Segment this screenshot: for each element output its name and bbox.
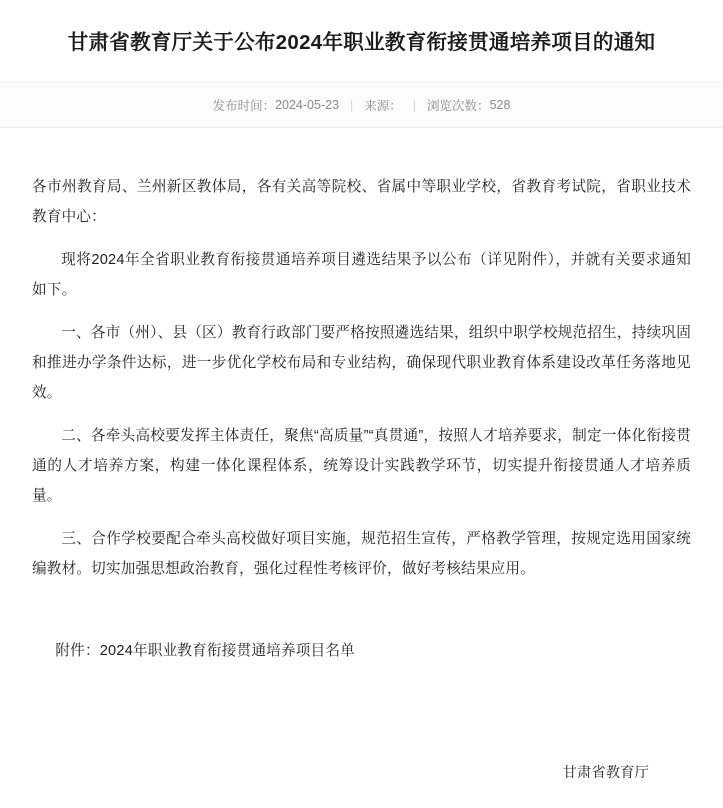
views-value: 528 xyxy=(489,98,511,112)
source-label: 来源： xyxy=(364,99,402,113)
meta-separator-2: | xyxy=(412,98,417,112)
paragraph-item-1: 一、各市（州）、县（区）教育行政部门要严格按照遴选结果，组织中职学校规范招生，持续巩固和推进办学条件达标，进一步优化学校布局和专业结构，确保现代职业教育体系建设改革任务落地见效。 xyxy=(32,325,691,401)
document-signature: 甘肃省教育厅 xyxy=(562,765,649,781)
bottom-spacer xyxy=(32,782,691,808)
paragraph-salutation: 各市州教育局、兰州新区教体局，各有关高等院校、省属中等职业学校，省教育考试院，省职业技术教育中心： xyxy=(32,179,691,225)
publish-time-value: 2024-05-23 xyxy=(275,98,340,112)
document-meta xyxy=(213,96,511,114)
views-label: 浏览次数： xyxy=(427,99,490,113)
title-block xyxy=(0,0,723,74)
document-meta-bar xyxy=(0,82,723,128)
meta-separator-1: | xyxy=(350,98,354,112)
page-title: 甘肃省教育厅关于公布2024年职业教育衔接贯通培养项目的通知 xyxy=(67,31,656,54)
paragraph-item-3: 三、合作学校要配合牵头高校做好项目实施，规范招生宣传，严格教学管理，按规定选用国家统编教材。切实加强思想政治教育，强化过程性考核评价，做好考核结果应用。 xyxy=(32,531,691,577)
paragraph-intro: 现将2024年全省职业教育衔接贯通培养项目遴选结果予以公布（详见附件），并就有关要求通知如下。 xyxy=(32,252,691,298)
paragraph-item-2: 二、各牵头高校要发挥主体责任，聚焦“高质量”“真贯通”，按照人才培养要求，制定一体化衔接贯通的人才培养方案，构建一体化课程体系，统筹设计实践教学环节，切实提升衔接贯通人才培养质量。 xyxy=(32,428,691,504)
publish-time-label: 发布时间： xyxy=(212,99,276,113)
document-body xyxy=(0,128,723,808)
attachment-line: 附件：2024年职业教育衔接贯通培养项目名单 xyxy=(55,643,355,659)
